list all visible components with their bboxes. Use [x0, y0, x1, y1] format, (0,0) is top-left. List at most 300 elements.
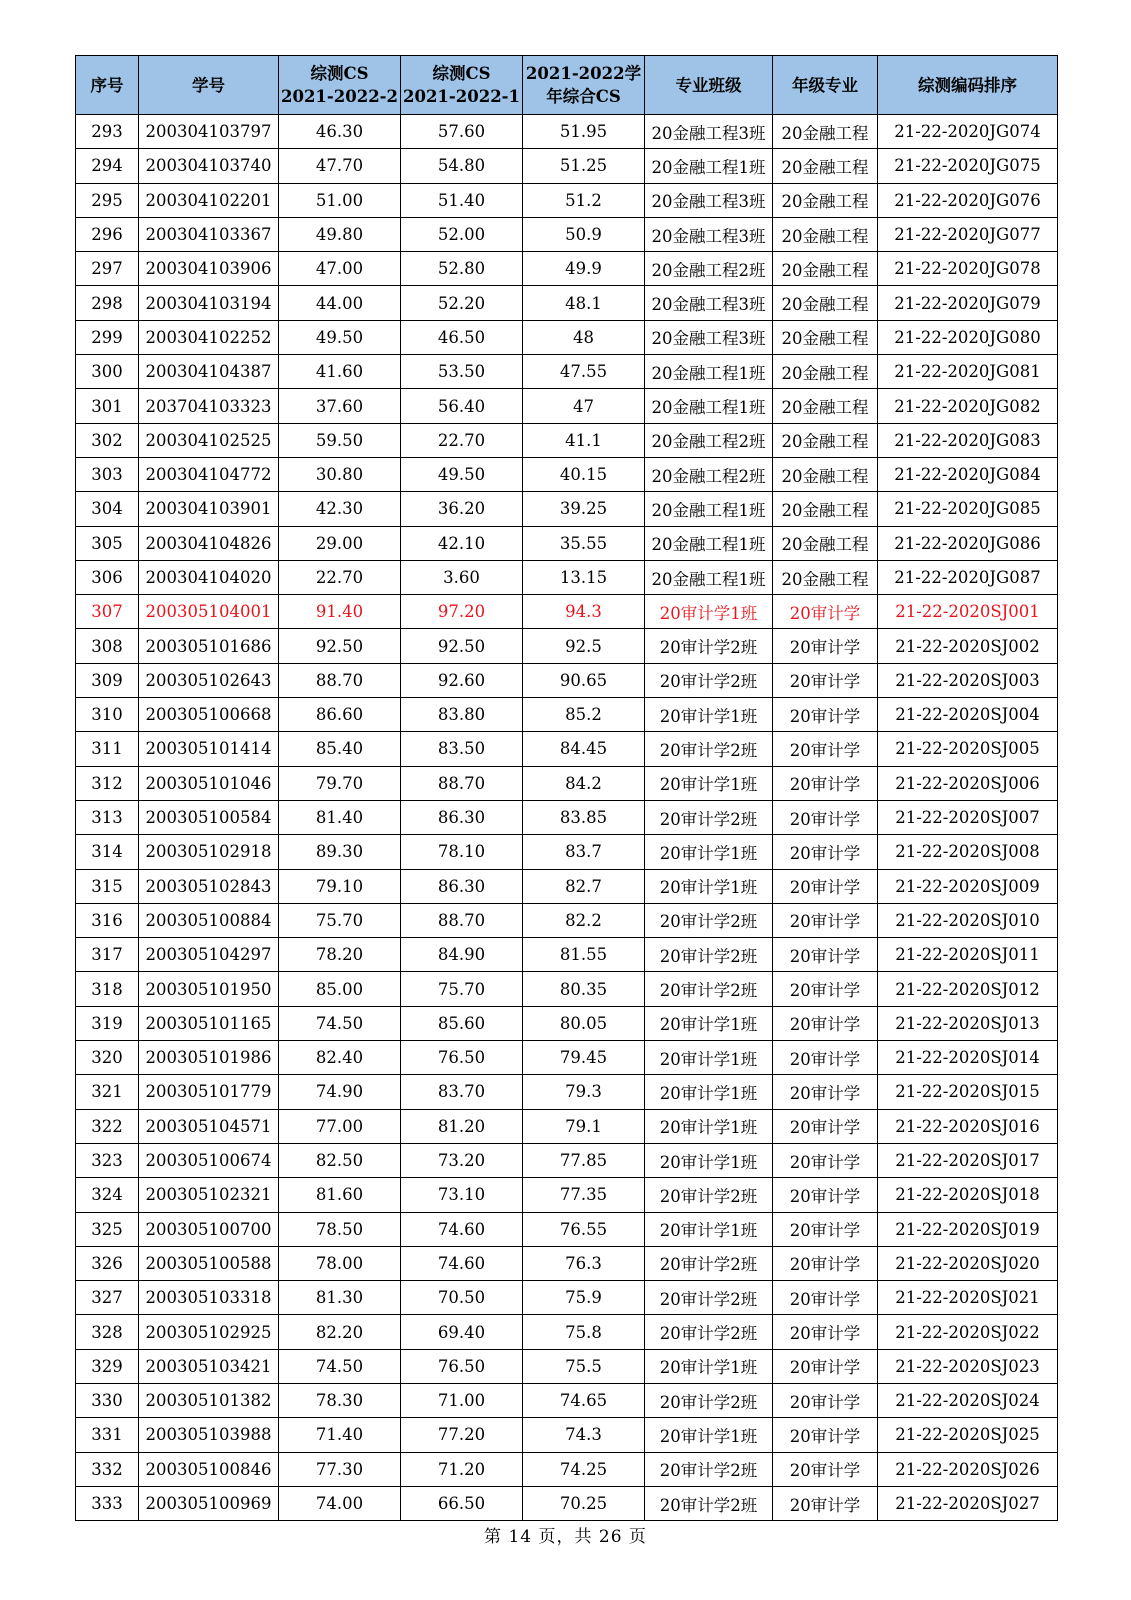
cell-class: 20金融工程1班 [645, 526, 773, 560]
page-number: 第 14 页，共 26 页 [484, 1527, 647, 1547]
cell-index: 298 [76, 286, 139, 320]
cell-score-2021-2022-2: 74.50 [279, 1006, 401, 1040]
cell-annual-score: 77.35 [523, 1178, 645, 1212]
cell-student-id: 200305104571 [139, 1109, 279, 1143]
cell-student-id: 200305103421 [139, 1349, 279, 1383]
cell-score-2021-2022-2: 78.20 [279, 938, 401, 972]
cell-score-2021-2022-2: 74.90 [279, 1075, 401, 1109]
cell-rank-code: 21-22-2020JG075 [878, 149, 1058, 183]
cell-student-id: 200304103906 [139, 252, 279, 286]
cell-score-2021-2022-1: 78.10 [401, 835, 523, 869]
cell-class: 20金融工程3班 [645, 183, 773, 217]
table-row [76, 1041, 1058, 1075]
cell-student-id: 200305102643 [139, 663, 279, 697]
cell-score-2021-2022-2: 86.60 [279, 698, 401, 732]
cell-rank-code: 21-22-2020SJ010 [878, 903, 1058, 937]
cell-class: 20审计学2班 [645, 800, 773, 834]
cell-grade-major: 20金融工程 [773, 183, 878, 217]
cell-annual-score: 74.65 [523, 1383, 645, 1417]
cell-rank-code: 21-22-2020SJ011 [878, 938, 1058, 972]
cell-annual-score: 13.15 [523, 560, 645, 594]
cell-student-id: 200304104772 [139, 457, 279, 491]
cell-score-2021-2022-1: 54.80 [401, 149, 523, 183]
cell-student-id: 200305100668 [139, 698, 279, 732]
cell-class: 20金融工程3班 [645, 115, 773, 149]
cell-class: 20审计学2班 [645, 663, 773, 697]
cell-annual-score: 48.1 [523, 286, 645, 320]
cell-score-2021-2022-1: 73.10 [401, 1178, 523, 1212]
cell-class: 20审计学2班 [645, 938, 773, 972]
cell-annual-score: 76.55 [523, 1212, 645, 1246]
cell-rank-code: 21-22-2020SJ013 [878, 1006, 1058, 1040]
table-row [76, 423, 1058, 457]
cell-grade-major: 20审计学 [773, 766, 878, 800]
cell-grade-major: 20金融工程 [773, 320, 878, 354]
cell-annual-score: 79.45 [523, 1041, 645, 1075]
cell-student-id: 200305100700 [139, 1212, 279, 1246]
cell-score-2021-2022-1: 57.60 [401, 115, 523, 149]
cell-rank-code: 21-22-2020JG076 [878, 183, 1058, 217]
cell-grade-major: 20审计学 [773, 869, 878, 903]
cell-score-2021-2022-2: 89.30 [279, 835, 401, 869]
cell-rank-code: 21-22-2020JG077 [878, 217, 1058, 251]
cell-grade-major: 20金融工程 [773, 286, 878, 320]
cell-score-2021-2022-2: 59.50 [279, 423, 401, 457]
cell-class: 20审计学1班 [645, 698, 773, 732]
cell-class: 20审计学2班 [645, 732, 773, 766]
cell-score-2021-2022-1: 83.50 [401, 732, 523, 766]
table-row [76, 1075, 1058, 1109]
cell-score-2021-2022-2: 29.00 [279, 526, 401, 560]
table-row [76, 869, 1058, 903]
table-row [76, 457, 1058, 491]
header-grade-major: 年级专业 [773, 56, 878, 115]
cell-grade-major: 20审计学 [773, 835, 878, 869]
cell-class: 20审计学1班 [645, 1143, 773, 1177]
cell-rank-code: 21-22-2020JG083 [878, 423, 1058, 457]
cell-index: 302 [76, 423, 139, 457]
cell-index: 329 [76, 1349, 139, 1383]
cell-score-2021-2022-1: 52.80 [401, 252, 523, 286]
cell-rank-code: 21-22-2020SJ003 [878, 663, 1058, 697]
cell-score-2021-2022-2: 46.30 [279, 115, 401, 149]
cell-index: 316 [76, 903, 139, 937]
cell-grade-major: 20审计学 [773, 629, 878, 663]
cell-class: 20审计学1班 [645, 1075, 773, 1109]
cell-annual-score: 76.3 [523, 1246, 645, 1280]
table-row [76, 1178, 1058, 1212]
cell-class: 20金融工程2班 [645, 457, 773, 491]
cell-score-2021-2022-2: 82.40 [279, 1041, 401, 1075]
cell-class: 20金融工程3班 [645, 286, 773, 320]
cell-class: 20金融工程1班 [645, 560, 773, 594]
table-row [76, 698, 1058, 732]
cell-rank-code: 21-22-2020SJ020 [878, 1246, 1058, 1280]
cell-grade-major: 20金融工程 [773, 560, 878, 594]
cell-student-id: 200305100584 [139, 800, 279, 834]
cell-annual-score: 80.05 [523, 1006, 645, 1040]
cell-student-id: 200305101414 [139, 732, 279, 766]
cell-student-id: 200305103988 [139, 1418, 279, 1452]
cell-index: 321 [76, 1075, 139, 1109]
cell-student-id: 200305100846 [139, 1452, 279, 1486]
cell-student-id: 200305104297 [139, 938, 279, 972]
cell-rank-code: 21-22-2020SJ007 [878, 800, 1058, 834]
cell-grade-major: 20审计学 [773, 800, 878, 834]
cell-index: 333 [76, 1486, 139, 1520]
table-row [76, 115, 1058, 149]
table-row [76, 1281, 1058, 1315]
cell-student-id: 200305101779 [139, 1075, 279, 1109]
cell-score-2021-2022-1: 70.50 [401, 1281, 523, 1315]
cell-class: 20审计学2班 [645, 1452, 773, 1486]
table-row [76, 663, 1058, 697]
cell-class: 20审计学1班 [645, 1006, 773, 1040]
cell-annual-score: 49.9 [523, 252, 645, 286]
cell-grade-major: 20审计学 [773, 1281, 878, 1315]
cell-class: 20审计学2班 [645, 1315, 773, 1349]
cell-score-2021-2022-1: 76.50 [401, 1041, 523, 1075]
table-header [76, 56, 1058, 115]
cell-score-2021-2022-2: 37.60 [279, 389, 401, 423]
header-score-2021-2022-1: 综测CS 2021-2022-1 [401, 56, 523, 115]
cell-student-id: 200305102321 [139, 1178, 279, 1212]
cell-index: 294 [76, 149, 139, 183]
cell-class: 20审计学1班 [645, 869, 773, 903]
cell-index: 324 [76, 1178, 139, 1212]
cell-score-2021-2022-1: 52.20 [401, 286, 523, 320]
cell-score-2021-2022-2: 49.80 [279, 217, 401, 251]
cell-grade-major: 20审计学 [773, 1109, 878, 1143]
cell-index: 299 [76, 320, 139, 354]
cell-index: 318 [76, 972, 139, 1006]
cell-annual-score: 83.85 [523, 800, 645, 834]
table-row [76, 320, 1058, 354]
cell-score-2021-2022-2: 85.40 [279, 732, 401, 766]
header-rank-code: 综测编码排序 [878, 56, 1058, 115]
cell-annual-score: 94.3 [523, 595, 645, 629]
cell-rank-code: 21-22-2020JG078 [878, 252, 1058, 286]
cell-grade-major: 20审计学 [773, 663, 878, 697]
cell-index: 317 [76, 938, 139, 972]
cell-score-2021-2022-2: 81.60 [279, 1178, 401, 1212]
cell-student-id: 200305104001 [139, 595, 279, 629]
cell-student-id: 200304102201 [139, 183, 279, 217]
cell-grade-major: 20金融工程 [773, 389, 878, 423]
cell-class: 20金融工程2班 [645, 252, 773, 286]
cell-score-2021-2022-1: 74.60 [401, 1246, 523, 1280]
score-table [75, 55, 1058, 1521]
cell-score-2021-2022-2: 75.70 [279, 903, 401, 937]
cell-grade-major: 20审计学 [773, 972, 878, 1006]
cell-score-2021-2022-2: 92.50 [279, 629, 401, 663]
cell-grade-major: 20审计学 [773, 1452, 878, 1486]
cell-class: 20审计学1班 [645, 595, 773, 629]
cell-score-2021-2022-1: 49.50 [401, 457, 523, 491]
cell-student-id: 200305103318 [139, 1281, 279, 1315]
cell-rank-code: 21-22-2020JG085 [878, 492, 1058, 526]
cell-student-id: 200305102843 [139, 869, 279, 903]
cell-rank-code: 21-22-2020SJ006 [878, 766, 1058, 800]
cell-rank-code: 21-22-2020JG086 [878, 526, 1058, 560]
cell-score-2021-2022-1: 22.70 [401, 423, 523, 457]
table-row [76, 800, 1058, 834]
cell-score-2021-2022-1: 42.10 [401, 526, 523, 560]
cell-score-2021-2022-2: 71.40 [279, 1418, 401, 1452]
cell-class: 20审计学1班 [645, 1349, 773, 1383]
cell-grade-major: 20金融工程 [773, 457, 878, 491]
cell-class: 20金融工程3班 [645, 320, 773, 354]
cell-score-2021-2022-2: 30.80 [279, 457, 401, 491]
cell-student-id: 200304103194 [139, 286, 279, 320]
table-row [76, 1006, 1058, 1040]
table-row [76, 1349, 1058, 1383]
cell-class: 20审计学2班 [645, 1281, 773, 1315]
cell-annual-score: 51.95 [523, 115, 645, 149]
cell-annual-score: 79.3 [523, 1075, 645, 1109]
cell-score-2021-2022-2: 78.30 [279, 1383, 401, 1417]
cell-score-2021-2022-1: 69.40 [401, 1315, 523, 1349]
cell-annual-score: 92.5 [523, 629, 645, 663]
cell-annual-score: 41.1 [523, 423, 645, 457]
cell-annual-score: 74.3 [523, 1418, 645, 1452]
cell-rank-code: 21-22-2020SJ024 [878, 1383, 1058, 1417]
cell-score-2021-2022-1: 46.50 [401, 320, 523, 354]
cell-class: 20审计学1班 [645, 835, 773, 869]
cell-score-2021-2022-2: 47.00 [279, 252, 401, 286]
cell-index: 320 [76, 1041, 139, 1075]
cell-grade-major: 20审计学 [773, 938, 878, 972]
cell-score-2021-2022-2: 77.00 [279, 1109, 401, 1143]
cell-rank-code: 21-22-2020SJ021 [878, 1281, 1058, 1315]
cell-index: 330 [76, 1383, 139, 1417]
table-row [76, 1383, 1058, 1417]
cell-annual-score: 50.9 [523, 217, 645, 251]
cell-annual-score: 82.7 [523, 869, 645, 903]
cell-index: 315 [76, 869, 139, 903]
cell-score-2021-2022-2: 42.30 [279, 492, 401, 526]
cell-rank-code: 21-22-2020SJ014 [878, 1041, 1058, 1075]
cell-class: 20审计学1班 [645, 1041, 773, 1075]
cell-score-2021-2022-2: 81.40 [279, 800, 401, 834]
cell-student-id: 200304104387 [139, 355, 279, 389]
cell-grade-major: 20审计学 [773, 1486, 878, 1520]
cell-score-2021-2022-2: 41.60 [279, 355, 401, 389]
cell-score-2021-2022-2: 91.40 [279, 595, 401, 629]
cell-index: 319 [76, 1006, 139, 1040]
cell-grade-major: 20审计学 [773, 698, 878, 732]
table-row [76, 1486, 1058, 1520]
cell-class: 20审计学1班 [645, 1109, 773, 1143]
cell-index: 296 [76, 217, 139, 251]
cell-score-2021-2022-1: 92.60 [401, 663, 523, 697]
cell-rank-code: 21-22-2020JG079 [878, 286, 1058, 320]
cell-rank-code: 21-22-2020SJ001 [878, 595, 1058, 629]
cell-class: 20审计学2班 [645, 1246, 773, 1280]
cell-score-2021-2022-1: 83.70 [401, 1075, 523, 1109]
cell-rank-code: 21-22-2020SJ017 [878, 1143, 1058, 1177]
cell-score-2021-2022-2: 82.50 [279, 1143, 401, 1177]
cell-annual-score: 51.25 [523, 149, 645, 183]
cell-rank-code: 21-22-2020JG082 [878, 389, 1058, 423]
cell-class: 20审计学2班 [645, 972, 773, 1006]
table-row [76, 766, 1058, 800]
cell-grade-major: 20金融工程 [773, 217, 878, 251]
cell-grade-major: 20审计学 [773, 1006, 878, 1040]
cell-score-2021-2022-1: 3.60 [401, 560, 523, 594]
cell-rank-code: 21-22-2020SJ005 [878, 732, 1058, 766]
cell-score-2021-2022-1: 71.20 [401, 1452, 523, 1486]
cell-student-id: 200304103901 [139, 492, 279, 526]
cell-class: 20金融工程1班 [645, 149, 773, 183]
cell-grade-major: 20审计学 [773, 1246, 878, 1280]
table-row [76, 183, 1058, 217]
cell-grade-major: 20审计学 [773, 1349, 878, 1383]
cell-student-id: 200304102252 [139, 320, 279, 354]
cell-class: 20金融工程1班 [645, 492, 773, 526]
cell-index: 326 [76, 1246, 139, 1280]
table-row [76, 286, 1058, 320]
cell-index: 306 [76, 560, 139, 594]
cell-index: 311 [76, 732, 139, 766]
cell-annual-score: 77.85 [523, 1143, 645, 1177]
cell-index: 309 [76, 663, 139, 697]
cell-student-id: 200305101165 [139, 1006, 279, 1040]
cell-rank-code: 21-22-2020SJ016 [878, 1109, 1058, 1143]
cell-class: 20审计学2班 [645, 1383, 773, 1417]
table-row [76, 629, 1058, 663]
cell-class: 20审计学2班 [645, 1486, 773, 1520]
cell-student-id: 200304104020 [139, 560, 279, 594]
cell-score-2021-2022-2: 49.50 [279, 320, 401, 354]
cell-score-2021-2022-1: 86.30 [401, 869, 523, 903]
cell-score-2021-2022-1: 74.60 [401, 1212, 523, 1246]
cell-annual-score: 80.35 [523, 972, 645, 1006]
cell-annual-score: 84.2 [523, 766, 645, 800]
table-row [76, 492, 1058, 526]
cell-score-2021-2022-1: 88.70 [401, 766, 523, 800]
cell-score-2021-2022-1: 36.20 [401, 492, 523, 526]
cell-score-2021-2022-2: 78.50 [279, 1212, 401, 1246]
cell-score-2021-2022-2: 74.50 [279, 1349, 401, 1383]
cell-score-2021-2022-1: 97.20 [401, 595, 523, 629]
cell-annual-score: 75.9 [523, 1281, 645, 1315]
table-row [76, 252, 1058, 286]
cell-annual-score: 40.15 [523, 457, 645, 491]
cell-score-2021-2022-2: 51.00 [279, 183, 401, 217]
cell-rank-code: 21-22-2020SJ015 [878, 1075, 1058, 1109]
cell-grade-major: 20审计学 [773, 595, 878, 629]
cell-student-id: 200305100969 [139, 1486, 279, 1520]
cell-score-2021-2022-1: 85.60 [401, 1006, 523, 1040]
cell-annual-score: 35.55 [523, 526, 645, 560]
cell-grade-major: 20金融工程 [773, 149, 878, 183]
cell-rank-code: 21-22-2020SJ018 [878, 1178, 1058, 1212]
cell-index: 303 [76, 457, 139, 491]
table-row [76, 1452, 1058, 1486]
cell-score-2021-2022-2: 44.00 [279, 286, 401, 320]
cell-score-2021-2022-1: 51.40 [401, 183, 523, 217]
cell-index: 310 [76, 698, 139, 732]
cell-student-id: 200305100588 [139, 1246, 279, 1280]
cell-score-2021-2022-1: 53.50 [401, 355, 523, 389]
cell-rank-code: 21-22-2020SJ002 [878, 629, 1058, 663]
cell-score-2021-2022-1: 92.50 [401, 629, 523, 663]
table-row [76, 1143, 1058, 1177]
table-row [76, 938, 1058, 972]
cell-grade-major: 20金融工程 [773, 355, 878, 389]
cell-index: 304 [76, 492, 139, 526]
cell-rank-code: 21-22-2020SJ023 [878, 1349, 1058, 1383]
table-row [76, 903, 1058, 937]
cell-index: 293 [76, 115, 139, 149]
cell-annual-score: 81.55 [523, 938, 645, 972]
table-row [76, 217, 1058, 251]
cell-student-id: 200305100884 [139, 903, 279, 937]
cell-rank-code: 21-22-2020SJ025 [878, 1418, 1058, 1452]
cell-rank-code: 21-22-2020JG080 [878, 320, 1058, 354]
cell-rank-code: 21-22-2020JG084 [878, 457, 1058, 491]
cell-index: 328 [76, 1315, 139, 1349]
cell-student-id: 200305101986 [139, 1041, 279, 1075]
cell-class: 20金融工程2班 [645, 423, 773, 457]
cell-student-id: 203704103323 [139, 389, 279, 423]
cell-student-id: 200305101382 [139, 1383, 279, 1417]
cell-annual-score: 83.7 [523, 835, 645, 869]
cell-score-2021-2022-1: 71.00 [401, 1383, 523, 1417]
cell-student-id: 200305102918 [139, 835, 279, 869]
cell-score-2021-2022-1: 83.80 [401, 698, 523, 732]
cell-score-2021-2022-2: 85.00 [279, 972, 401, 1006]
cell-grade-major: 20金融工程 [773, 423, 878, 457]
cell-score-2021-2022-1: 81.20 [401, 1109, 523, 1143]
cell-grade-major: 20审计学 [773, 732, 878, 766]
cell-student-id: 200304104826 [139, 526, 279, 560]
cell-annual-score: 75.5 [523, 1349, 645, 1383]
header-index: 序号 [76, 56, 139, 115]
cell-annual-score: 47 [523, 389, 645, 423]
header-annual-score: 2021-2022学 年综合CS [523, 56, 645, 115]
cell-annual-score: 70.25 [523, 1486, 645, 1520]
cell-annual-score: 74.25 [523, 1452, 645, 1486]
cell-class: 20审计学1班 [645, 1212, 773, 1246]
header-student-id: 学号 [139, 56, 279, 115]
cell-index: 307 [76, 595, 139, 629]
cell-grade-major: 20审计学 [773, 1178, 878, 1212]
cell-student-id: 200304103797 [139, 115, 279, 149]
cell-index: 325 [76, 1212, 139, 1246]
cell-rank-code: 21-22-2020JG074 [878, 115, 1058, 149]
table-row [76, 972, 1058, 1006]
cell-score-2021-2022-2: 88.70 [279, 663, 401, 697]
cell-student-id: 200304102525 [139, 423, 279, 457]
cell-score-2021-2022-2: 74.00 [279, 1486, 401, 1520]
cell-rank-code: 21-22-2020SJ012 [878, 972, 1058, 1006]
cell-annual-score: 75.8 [523, 1315, 645, 1349]
cell-index: 301 [76, 389, 139, 423]
cell-index: 323 [76, 1143, 139, 1177]
cell-index: 305 [76, 526, 139, 560]
cell-annual-score: 51.2 [523, 183, 645, 217]
cell-grade-major: 20审计学 [773, 1418, 878, 1452]
cell-index: 327 [76, 1281, 139, 1315]
cell-index: 308 [76, 629, 139, 663]
cell-rank-code: 21-22-2020JG081 [878, 355, 1058, 389]
cell-rank-code: 21-22-2020SJ026 [878, 1452, 1058, 1486]
cell-score-2021-2022-1: 76.50 [401, 1349, 523, 1383]
cell-class: 20审计学1班 [645, 1418, 773, 1452]
cell-grade-major: 20审计学 [773, 1212, 878, 1246]
